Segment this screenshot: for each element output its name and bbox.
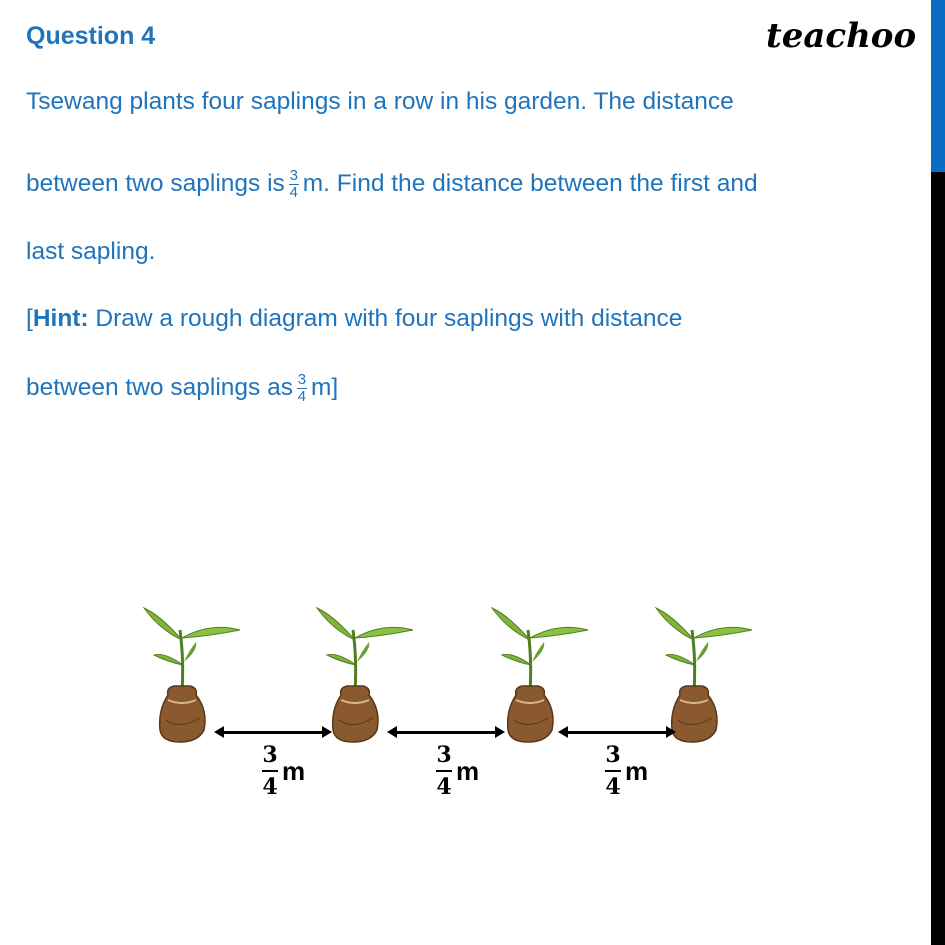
sapling-4 (652, 600, 762, 745)
hint-text: Draw a rough diagram with four saplings with distance (88, 305, 683, 332)
fraction (262, 742, 278, 800)
distance-arrow-3 (567, 731, 667, 734)
numerator: 3 (605, 742, 621, 768)
distance-label-2 (436, 742, 479, 800)
fraction-bar (605, 770, 621, 772)
hint-label: Hint: (32, 305, 89, 332)
hint-line-2 (26, 372, 338, 405)
text: between two saplings as (26, 373, 293, 401)
sapling-1 (140, 600, 250, 745)
distance-arrow-1 (223, 731, 323, 734)
sapling-2 (313, 600, 423, 745)
sapling-3 (488, 600, 598, 745)
distance-label-3 (605, 742, 648, 800)
numerator: 3 (436, 742, 452, 768)
distance-label-1 (262, 742, 305, 800)
numerator: 3 (297, 371, 307, 388)
denominator: 4 (289, 184, 298, 201)
fraction (289, 168, 299, 201)
teachoo-logo: teachoo (766, 16, 917, 56)
numerator: 3 (262, 742, 278, 768)
fraction (297, 372, 307, 405)
denominator: 4 (297, 388, 307, 405)
question-title: Question 4 (26, 22, 156, 50)
denominator: 4 (436, 774, 452, 800)
denominator: 4 (605, 774, 621, 800)
unit: m (282, 755, 306, 786)
text: m] (310, 373, 339, 401)
scrollbar-thumb[interactable] (931, 0, 945, 172)
scrollbar-track[interactable] (931, 172, 945, 945)
fraction-bar (262, 770, 278, 772)
question-line-3: last sapling. (26, 238, 156, 265)
text: m. Find the distance between the first and (302, 169, 758, 197)
denominator: 4 (262, 774, 278, 800)
text: between two saplings is (26, 169, 285, 197)
fraction-bar (436, 770, 452, 772)
numerator: 3 (289, 167, 298, 184)
question-line-2 (26, 168, 758, 201)
unit: m (456, 755, 480, 786)
question-line-1: Tsewang plants four saplings in a row in his garden. The distance (26, 88, 734, 115)
fraction (605, 742, 621, 800)
fraction (436, 742, 452, 800)
hint-line (26, 305, 682, 333)
bracket: [ (26, 305, 33, 332)
unit: m (625, 755, 649, 786)
distance-arrow-2 (396, 731, 496, 734)
